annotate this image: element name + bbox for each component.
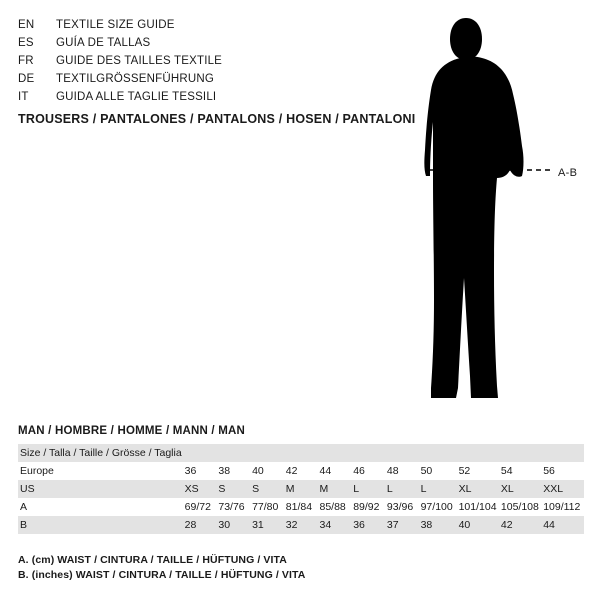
cell: L (420, 480, 458, 498)
cell (251, 444, 285, 462)
size-table-block (18, 425, 584, 534)
cell: 36 (184, 465, 197, 477)
footnotes (18, 553, 305, 583)
cell: M (285, 480, 319, 498)
cell: XS (184, 480, 218, 498)
cell: 28 (184, 516, 218, 534)
cell: 81/84 (285, 501, 313, 513)
cell: 48 (386, 465, 399, 477)
language-code: ES (18, 37, 34, 49)
cell: 105/108 (500, 501, 539, 513)
cell: 50 (420, 465, 433, 477)
cell (184, 444, 218, 462)
figure-illustration (400, 10, 590, 410)
language-code: EN (18, 19, 35, 31)
row-label: Size / Talla / Taille / Grösse / Taglia (18, 444, 184, 462)
row-label: B (18, 516, 184, 534)
cell: S (251, 480, 285, 498)
cell (420, 444, 458, 462)
cell: 38 (420, 516, 458, 534)
cell: 54 (500, 465, 513, 477)
cell: XL (458, 480, 500, 498)
cell: 56 (543, 465, 555, 477)
cell (386, 444, 420, 462)
language-row (18, 52, 378, 70)
cell: 46 (353, 465, 365, 477)
cell: XL (500, 480, 542, 498)
table-row (18, 444, 584, 462)
cell: 101/104 (458, 501, 497, 513)
row-label: US (18, 480, 184, 498)
cell: L (352, 480, 386, 498)
measurement-label-ab: A-B (558, 167, 578, 179)
cell: 40 (458, 516, 500, 534)
cell: 34 (318, 516, 352, 534)
table-row (18, 498, 584, 516)
cell: 77/80 (252, 501, 279, 513)
cell: S (217, 480, 251, 498)
footnote-a: A. (cm) WAIST / CINTURA / TAILLE / HÜFTUNG / VITA (18, 554, 287, 566)
language-code: IT (18, 91, 29, 103)
cell: 36 (352, 516, 386, 534)
cell: 42 (500, 516, 542, 534)
table-caption: MAN / HOMBRE / HOMME / MANN / MAN (18, 425, 246, 437)
cell: L (386, 480, 420, 498)
cell: 32 (285, 516, 319, 534)
section-title: TROUSERS / PANTALONES / PANTALONS / HOSEN / PANTALONI (18, 112, 416, 126)
language-code: DE (18, 73, 35, 85)
cell: 69/72 (184, 501, 211, 513)
cell (458, 444, 500, 462)
language-row (18, 16, 378, 34)
language-row (18, 70, 378, 88)
footnote-b: B. (inches) WAIST / CINTURA / TAILLE / HÜFTUNG / VITA (18, 569, 306, 581)
row-label: Europe (20, 465, 54, 477)
language-title: TEXTILGRÖSSENFÜHRUNG (56, 73, 214, 85)
language-row (18, 88, 378, 106)
cell (500, 444, 542, 462)
cell: 31 (251, 516, 285, 534)
cell: 85/88 (319, 501, 346, 513)
cell: M (318, 480, 352, 498)
language-title: GUÍA DE TALLAS (56, 37, 151, 49)
cell: XXL (542, 480, 584, 498)
cell: 93/96 (386, 501, 414, 513)
size-table (18, 444, 584, 534)
row-label: A (20, 501, 28, 513)
cell: 52 (458, 465, 471, 477)
male-silhouette-icon (400, 10, 590, 410)
cell: 37 (386, 516, 420, 534)
table-row (18, 516, 584, 534)
cell: 30 (217, 516, 251, 534)
cell: 73/76 (218, 501, 245, 513)
cell (352, 444, 386, 462)
cell: 40 (252, 465, 264, 477)
cell: 109/112 (543, 501, 581, 513)
table-row (18, 480, 584, 498)
cell: 97/100 (420, 501, 453, 513)
cell (285, 444, 319, 462)
cell (318, 444, 352, 462)
language-code: FR (18, 55, 34, 67)
language-title: GUIDE DES TAILLES TEXTILE (56, 55, 223, 67)
cell: 38 (218, 465, 231, 477)
cell: 44 (319, 465, 332, 477)
cell: 89/92 (353, 501, 380, 513)
cell: 42 (285, 465, 298, 477)
cell: 44 (542, 516, 584, 534)
language-list (18, 16, 378, 106)
table-row (18, 462, 584, 480)
language-title: GUIDA ALLE TAGLIE TESSILI (56, 91, 217, 103)
cell (217, 444, 251, 462)
language-row (18, 34, 378, 52)
cell (542, 444, 584, 462)
language-title: TEXTILE SIZE GUIDE (56, 19, 175, 31)
